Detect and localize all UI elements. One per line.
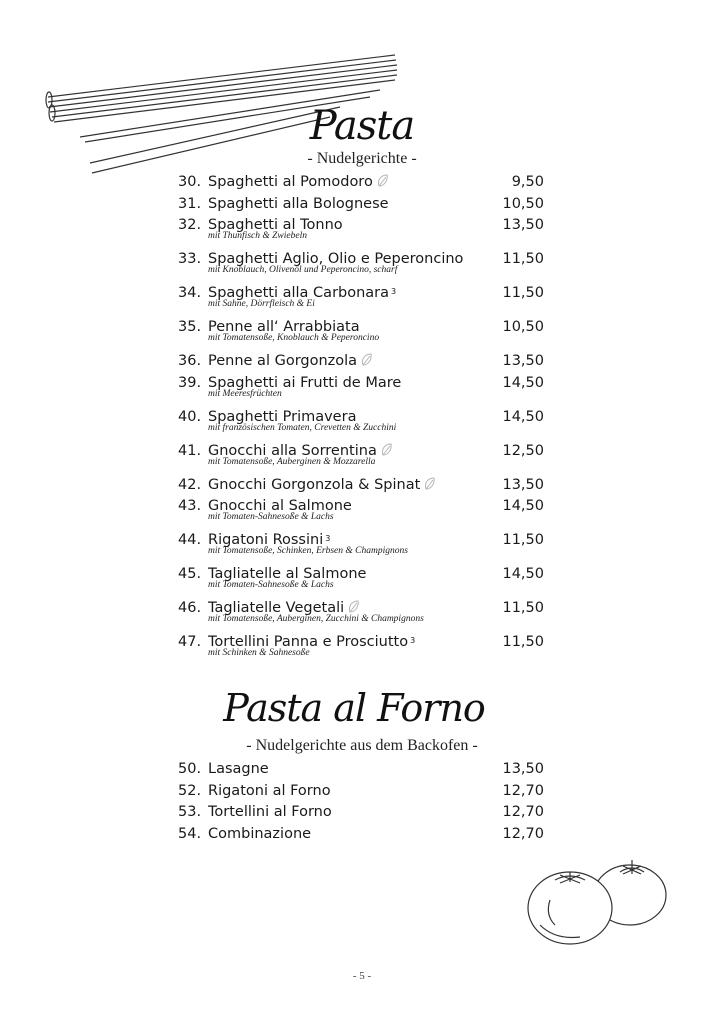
item-price: 12,50 <box>502 442 544 459</box>
item-description: mit Thunfisch & Zwiebeln <box>208 231 307 242</box>
item-number: 31. <box>178 195 202 212</box>
item-name-text: Spaghetti alla Bolognese <box>208 195 389 212</box>
item-description: mit Tomaten-Sahnesoße & Lachs <box>208 580 334 591</box>
item-name <box>208 759 269 780</box>
item-name-text: Rigatoni Rossini <box>208 532 324 549</box>
item-price: 13,50 <box>502 761 544 777</box>
item-number: 43. <box>178 498 202 515</box>
item-name-text: Spaghetti Primavera <box>208 408 357 425</box>
item-number: 32. <box>178 217 202 234</box>
item-description: mit Tomatensoße, Knoblauch & Peperoncino <box>208 333 380 344</box>
item-name-text: Lasagne <box>208 761 269 777</box>
item-number: 30. <box>178 174 202 190</box>
item-name <box>208 351 372 372</box>
item-number: 46. <box>178 600 202 617</box>
item-description: mit Sahne, Dörrfleisch & Ei <box>208 299 315 310</box>
pasta-menu-list <box>178 172 544 666</box>
item-name-text: Rigatoni al Forno <box>208 782 331 799</box>
item-number: 50. <box>178 761 202 777</box>
menu-item <box>178 632 544 666</box>
section-title-pasta: Pasta <box>309 103 415 149</box>
vegetarian-leaf-icon <box>348 599 359 612</box>
item-number: 53. <box>178 804 202 821</box>
vegetarian-leaf-icon <box>424 476 435 489</box>
item-name-text: Spaghetti al Pomodoro <box>208 174 373 190</box>
menu-item <box>178 759 544 781</box>
forno-menu-list <box>178 759 544 845</box>
item-name <box>208 824 311 845</box>
allergen-footnote: 3 <box>325 534 331 544</box>
item-price: 14,50 <box>502 374 544 391</box>
section-subtitle-pasta-al-forno: - Nudelgerichte aus dem Backofen - <box>246 737 478 754</box>
item-name-text: Gnocchi al Salmone <box>208 498 352 515</box>
item-description: mit französischen Tomaten, Crevetten & Zucchini <box>208 422 397 433</box>
item-name <box>208 781 331 802</box>
vegetarian-leaf-icon <box>377 173 388 186</box>
item-description: mit Tomatensoße, Auberginen, Zucchini & Champignons <box>208 614 424 625</box>
item-price: 9,50 <box>511 174 544 190</box>
item-price: 11,50 <box>502 600 544 617</box>
item-number: 36. <box>178 353 202 370</box>
item-price: 11,50 <box>502 634 544 651</box>
item-number: 42. <box>178 476 202 493</box>
item-name <box>208 194 389 215</box>
item-price: 10,50 <box>502 319 544 336</box>
item-name-text: Gnocchi Gorgonzola & Spinat <box>208 476 421 493</box>
item-name-text: Spaghetti ai Frutti de Mare <box>208 374 402 391</box>
item-price: 12,70 <box>502 804 544 821</box>
item-price: 13,50 <box>502 353 544 370</box>
item-name-text: Spaghetti Aglio, Olio e Peperoncino <box>208 251 464 268</box>
item-description: mit Schinken & Sahnesoße <box>208 648 310 659</box>
menu-item <box>178 802 544 824</box>
item-number: 54. <box>178 825 202 842</box>
tomatoes-illustration <box>525 850 675 950</box>
item-price: 14,50 <box>502 408 544 425</box>
menu-item <box>178 598 544 632</box>
menu-item <box>178 317 544 351</box>
item-number: 39. <box>178 374 202 391</box>
item-name <box>208 475 435 496</box>
item-price: 11,50 <box>502 285 544 302</box>
menu-item <box>178 194 544 216</box>
item-price: 12,70 <box>502 825 544 842</box>
item-name-text: Tortellini al Forno <box>208 804 332 821</box>
item-name-text: Penne al Gorgonzola <box>208 353 358 370</box>
item-name-text: Tagliatelle al Salmone <box>208 566 367 583</box>
item-number: 41. <box>178 442 202 459</box>
item-number: 33. <box>178 251 202 268</box>
item-name-text: Gnocchi alla Sorrentina <box>208 442 377 459</box>
item-name-text: Spaghetti al Tonno <box>208 217 343 234</box>
menu-item <box>178 496 544 530</box>
menu-item <box>178 249 544 283</box>
item-number: 52. <box>178 782 202 799</box>
section-title-pasta-al-forno: Pasta al Forno <box>223 686 485 730</box>
menu-item <box>178 215 544 249</box>
item-price: 12,70 <box>502 782 544 799</box>
item-number: 45. <box>178 566 202 583</box>
vegetarian-leaf-icon <box>381 442 392 455</box>
item-name-text: Tagliatelle Vegetali <box>208 600 345 617</box>
item-price: 10,50 <box>502 195 544 212</box>
item-number: 35. <box>178 319 202 336</box>
item-name <box>208 802 332 823</box>
allergen-footnote: 3 <box>410 636 416 646</box>
item-name-text: Tortellini Panna e Prosciutto <box>208 634 409 651</box>
menu-item <box>178 172 544 194</box>
item-description: mit Tomaten-Sahnesoße & Lachs <box>208 512 334 523</box>
section-subtitle-pasta: - Nudelgerichte - <box>307 150 417 167</box>
item-price: 11,50 <box>502 251 544 268</box>
item-number: 40. <box>178 408 202 425</box>
menu-item <box>178 407 544 441</box>
item-description: mit Tomatensoße, Schinken, Erbsen & Champignons <box>208 546 408 557</box>
item-number: 34. <box>178 285 202 302</box>
item-name-text: Combinazione <box>208 825 312 842</box>
item-number: 47. <box>178 634 202 651</box>
menu-item <box>178 441 544 475</box>
item-description: mit Meeresfrüchten <box>208 388 282 399</box>
menu-item <box>178 781 544 803</box>
item-price: 11,50 <box>502 532 544 549</box>
item-description: mit Tomatensoße, Auberginen & Mozzarella <box>208 456 376 467</box>
menu-item <box>178 373 544 407</box>
allergen-footnote: 3 <box>391 287 397 297</box>
item-price: 14,50 <box>502 566 544 583</box>
menu-item <box>178 475 544 497</box>
item-name-text: Spaghetti alla Carbonara <box>208 285 390 302</box>
menu-item <box>178 530 544 564</box>
item-name-text: Penne all‘ Arrabbiata <box>208 319 360 336</box>
item-number: 44. <box>178 532 202 549</box>
menu-item <box>178 283 544 317</box>
vegetarian-leaf-icon <box>361 352 372 365</box>
item-name <box>208 172 388 193</box>
page-number: - 5 - <box>352 970 372 982</box>
item-price: 14,50 <box>502 498 544 515</box>
menu-item <box>178 824 544 846</box>
item-price: 13,50 <box>502 476 544 493</box>
item-description: mit Knoblauch, Olivenöl und Peperoncino, scharf <box>208 265 398 276</box>
item-price: 13,50 <box>502 217 544 234</box>
menu-item <box>178 351 544 373</box>
menu-item <box>178 564 544 598</box>
